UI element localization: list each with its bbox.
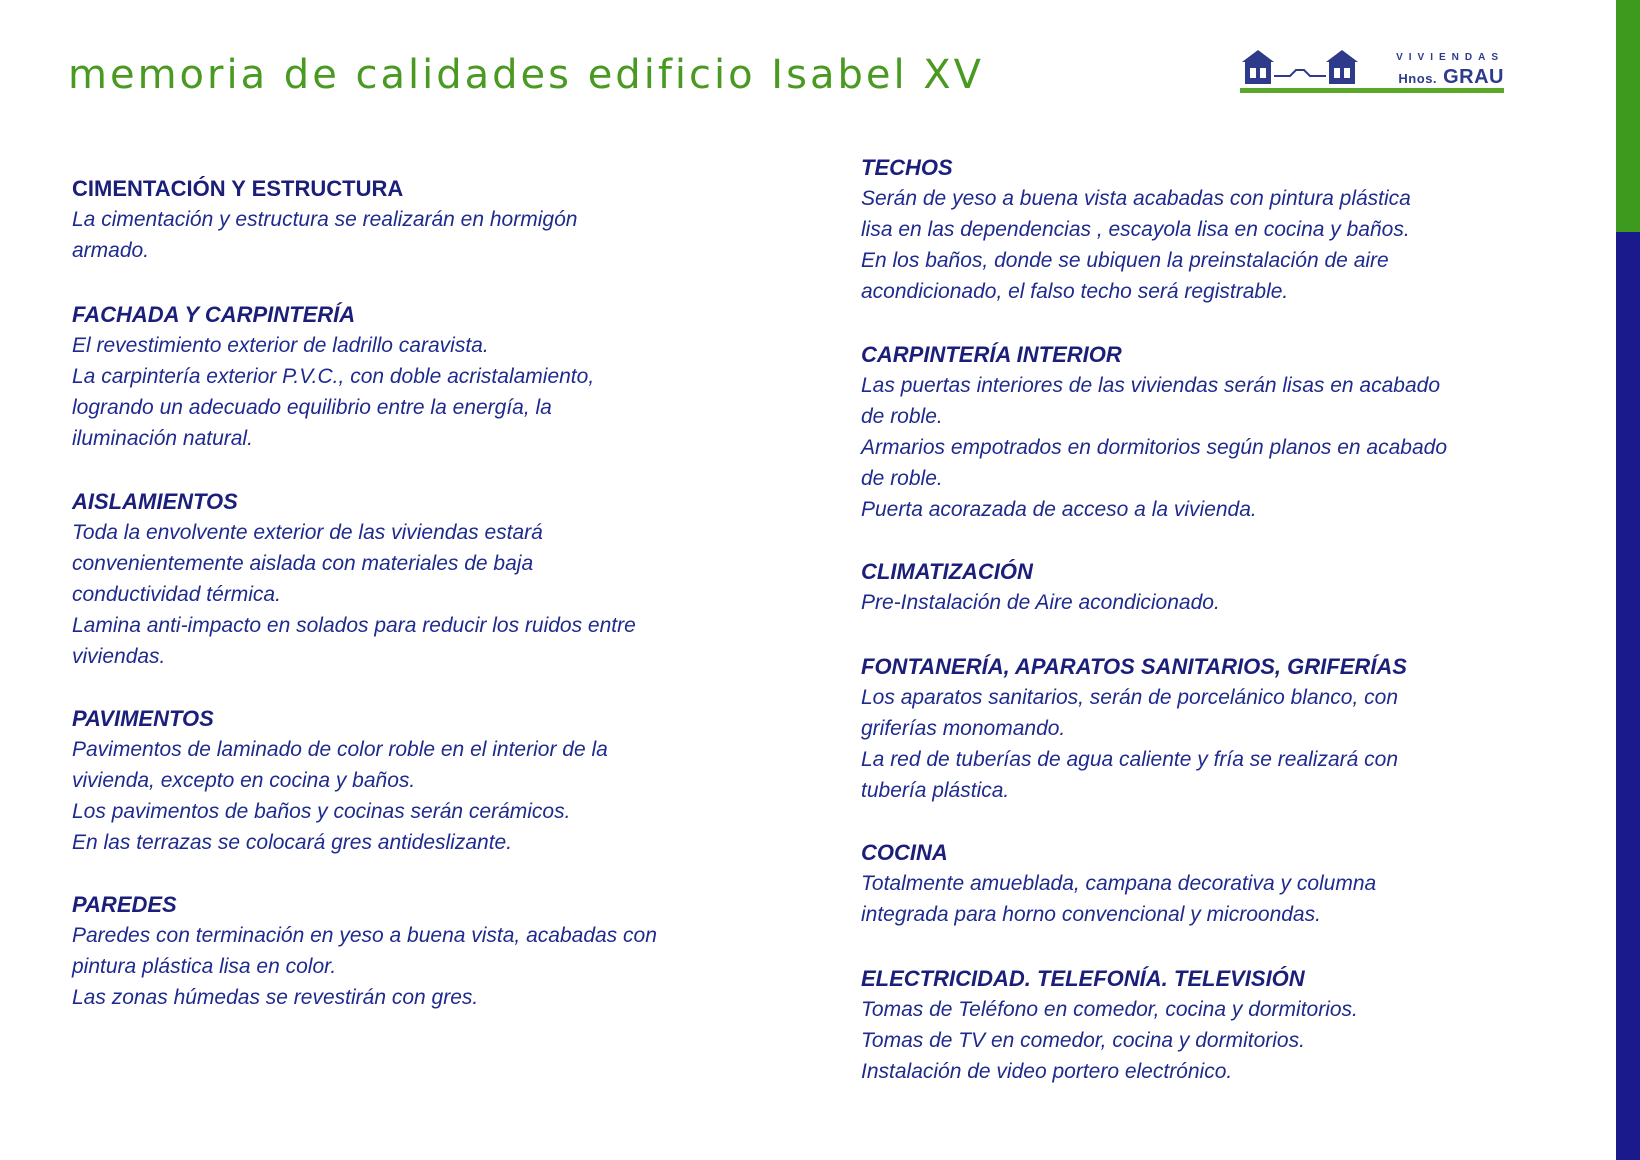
- section-techos: [861, 153, 1411, 307]
- company-logo: [1238, 46, 1508, 98]
- section-climatizacion: [861, 557, 1220, 618]
- section-text: Tomas de Teléfono en comedor, cocina y dormitorios.: [861, 998, 1358, 1021]
- section-text: Las zonas húmedas se revestirán con gres.: [72, 986, 479, 1009]
- section-text: El revestimiento exterior de ladrillo caravista.: [72, 334, 489, 357]
- section-text: Pavimentos de laminado de color roble en el interior de la: [72, 738, 608, 761]
- section-text: Armarios empotrados en dormitorios según planos en acabado: [861, 436, 1448, 459]
- section-text: de roble.: [861, 467, 943, 490]
- section-text: Toda la envolvente exterior de las viviendas estará: [72, 521, 543, 544]
- section-text: La carpintería exterior P.V.C., con doble acristalamiento,: [72, 365, 595, 388]
- section-text: Lamina anti-impacto en solados para reducir los ruidos entre: [72, 614, 636, 637]
- section-text: Pre-Instalación de Aire acondicionado.: [861, 591, 1220, 614]
- section-text: de roble.: [861, 405, 943, 428]
- section-text: acondicionado, el falso techo será registrable.: [861, 280, 1289, 303]
- section-text: conductividad térmica.: [72, 583, 281, 606]
- section-heading: CIMENTACIÓN Y ESTRUCTURA: [72, 176, 404, 201]
- section-text: Totalmente amueblada, campana decorativa y columna: [861, 872, 1377, 895]
- section-text: vivienda, excepto en cocina y baños.: [72, 769, 416, 792]
- section-text: pintura plástica lisa en color.: [72, 955, 337, 978]
- section-cimentacion: [72, 174, 577, 266]
- logo-prefix: Hnos.: [1398, 71, 1438, 86]
- section-text: Los pavimentos de baños y cocinas serán cerámicos.: [72, 800, 571, 823]
- section-text: Paredes con terminación en yeso a buena vista, acabadas con: [72, 924, 657, 947]
- section-heading: AISLAMIENTOS: [72, 489, 238, 514]
- section-paredes: [72, 890, 657, 1013]
- section-text: iluminación natural.: [72, 427, 253, 450]
- section-heading: CLIMATIZACIÓN: [861, 559, 1033, 584]
- section-text: La red de tuberías de agua caliente y fría se realizará con: [861, 748, 1398, 771]
- section-text: viviendas.: [72, 645, 166, 668]
- section-text: Serán de yeso a buena vista acabadas con pintura plástica: [861, 187, 1411, 210]
- section-text: lisa en las dependencias , escayola lisa en cocina y baños.: [861, 218, 1410, 241]
- section-text: Los aparatos sanitarios, serán de porcelánico blanco, con: [861, 686, 1398, 709]
- section-heading: COCINA: [861, 840, 948, 865]
- section-text: tubería plástica.: [861, 779, 1010, 802]
- page-title: memoria de calidades edificio Isabel XV: [68, 52, 985, 98]
- section-heading: CARPINTERÍA INTERIOR: [861, 342, 1122, 367]
- section-heading: ELECTRICIDAD. TELEFONÍA. TELEVISIÓN: [861, 966, 1305, 991]
- side-accent-green: [1616, 0, 1640, 232]
- section-electricidad: [861, 964, 1358, 1087]
- section-cocina: [861, 838, 1376, 930]
- section-heading: FACHADA Y CARPINTERÍA: [72, 302, 356, 327]
- section-text: integrada para horno convencional y microondas.: [861, 903, 1321, 926]
- section-text: Puerta acorazada de acceso a la vivienda.: [861, 498, 1257, 521]
- section-text: Las puertas interiores de las viviendas serán lisas en acabado: [861, 374, 1441, 397]
- section-pavimentos: [72, 704, 608, 858]
- section-text: logrando un adecuado equilibrio entre la energía, la: [72, 396, 552, 419]
- logo-name: [1398, 66, 1504, 89]
- section-heading: TECHOS: [861, 155, 953, 180]
- section-text: La cimentación y estructura se realizarán en hormigón: [72, 208, 578, 231]
- section-fontaneria: [861, 652, 1407, 806]
- section-heading: PAVIMENTOS: [72, 706, 214, 731]
- section-aislamientos: [72, 487, 636, 672]
- section-text: griferías monomando.: [861, 717, 1066, 740]
- section-heading: PAREDES: [72, 892, 177, 917]
- logo-tagline: VIVIENDAS: [1396, 52, 1504, 63]
- logo-brand: GRAU: [1443, 66, 1504, 88]
- section-fachada: [72, 300, 594, 454]
- section-carpinteria-interior: [861, 340, 1447, 525]
- section-heading: FONTANERÍA, APARATOS SANITARIOS, GRIFERÍAS: [861, 654, 1407, 679]
- section-text: Tomas de TV en comedor, cocina y dormitorios.: [861, 1029, 1305, 1052]
- section-text: Instalación de video portero electrónico.: [861, 1060, 1233, 1083]
- section-text: armado.: [72, 239, 150, 262]
- section-text: En las terrazas se colocará gres antideslizante.: [72, 831, 513, 854]
- section-text: En los baños, donde se ubiquen la preinstalación de aire: [861, 249, 1389, 272]
- section-text: convenientemente aislada con materiales de baja: [72, 552, 534, 575]
- side-accent-blue: [1616, 232, 1640, 1160]
